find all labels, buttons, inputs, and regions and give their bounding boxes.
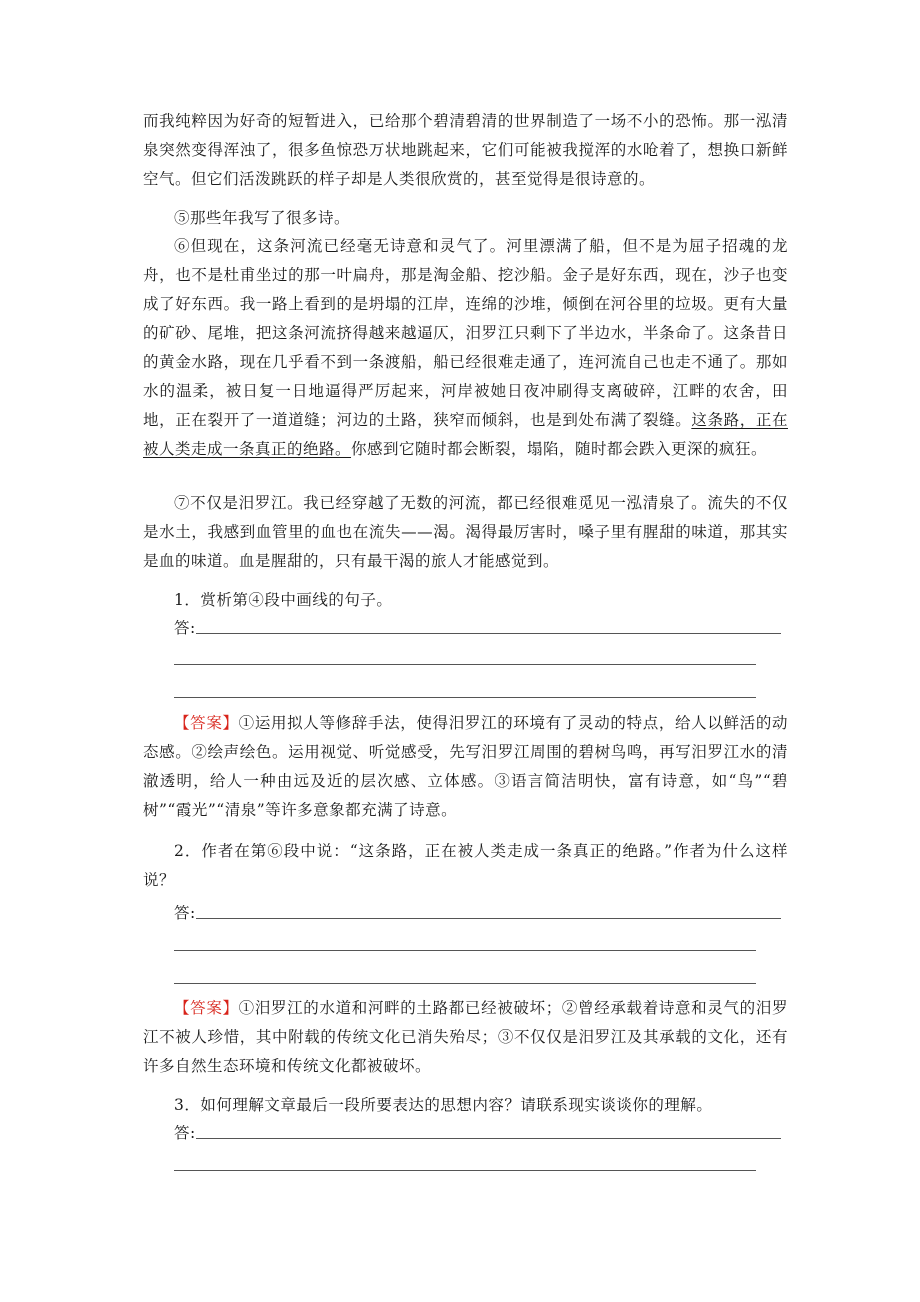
question-2-answer — [143, 994, 788, 1081]
question-2-answer-line-2[interactable] — [174, 950, 756, 951]
paragraph-6-ending: 你感到它随时都会断裂，塌陷，随时都会跌入更深的疯狂。 — [351, 440, 768, 458]
question-2-answer-line-3[interactable] — [174, 983, 756, 984]
passage-paragraph-5: ⑤那些年我写了很多诗。 — [174, 209, 351, 227]
question-1-answer-line-1[interactable] — [196, 633, 781, 634]
answer-tag: 【答案】 — [174, 999, 239, 1017]
question-3-answer-line-1[interactable] — [196, 1138, 781, 1139]
question-1-answer — [143, 709, 788, 825]
question-3-answer-line-2[interactable] — [174, 1170, 756, 1171]
passage-paragraph-4-tail: 而我纯粹因为好奇的短暂进入，已给那个碧清碧清的世界制造了一场不小的恐怖。那一泓清泉突然变得浑浊了，很多鱼惊恐万状地跳起来，它们可能被我搅浑的水呛着了，想换口新鲜空气。但它们活泼跳跃的样子却是人类很欣赏的，甚至觉得是很诗意的。 — [143, 112, 788, 188]
underlined-sentence: 这条路，正在被人类走成一条真正的绝路。 — [143, 411, 788, 458]
question-1-answer-line-2[interactable] — [174, 664, 756, 665]
question-2-answer-text: ①汨罗江的水道和河畔的土路都已经被破坏；②曾经承载着诗意和灵气的汨罗江不被人珍惜，其中附载的传统文化已消失殆尽；③不仅仅是汨罗江及其承载的文化，还有许多自然生态环境和传统文化都被破坏。 — [143, 999, 788, 1075]
question-2-answer-label: 答: — [174, 904, 196, 922]
question-1-answer-line-3[interactable] — [174, 697, 756, 698]
question-1-answer-label: 答: — [174, 619, 196, 637]
question-2-answer-line-1[interactable] — [196, 918, 781, 919]
passage-paragraph-7: ⑦不仅是汨罗江。我已经穿越了无数的河流，都已经很难觅见一泓清泉了。流失的不仅是水土，我感到血管里的血也在流失——渴。渴得最厉害时，嗓子里有腥甜的味道，那其实是血的味道。血是腥甜的，只有最干渴的旅人才能感觉到。 — [143, 494, 788, 570]
paragraph-6-text: ⑥但现在，这条河流已经毫无诗意和灵气了。河里漂满了船，但不是为屈子招魂的龙舟，也不是杜甫坐过的那一叶扁舟，那是淘金船、挖沙船。金子是好东西，现在，沙子也变成了好东西。我一路上看到的是坍塌的江岸，连绵的沙堆，倾倒在河谷里的垃圾。更有大量的矿砂、尾堆，把这条河流挤得越来越逼仄，汨罗江只剩下了半边水，半条命了。这条昔日的黄金水路，现在几乎看不到一条渡船，船已经很难走通了，连河流自己也走不通了。那如水的温柔，被日复一日地逼得严厉起来，河岸被她日夜冲刷得支离破碎，江畔的农舍，田地，正在裂开了一道道缝；河边的土路，狭窄而倾斜，也是到处布满了裂缝。 — [143, 237, 788, 429]
question-3-prompt: 3．如何理解文章最后一段所要表达的思想内容？请联系现实谈谈你的理解。 — [174, 1096, 713, 1114]
question-1-prompt: 1．赏析第④段中画线的句子。 — [174, 591, 393, 609]
question-3-answer-label: 答: — [174, 1124, 196, 1142]
question-2-prompt: 2．作者在第⑥段中说：“这条路，正在被人类走成一条真正的绝路。”作者为什么这样说？ — [143, 842, 788, 889]
answer-tag: 【答案】 — [174, 714, 239, 732]
question-1-answer-text: ①运用拟人等修辞手法，使得汨罗江的环境有了灵动的特点，给人以鲜活的动态感。②绘声绘色。运用视觉、听觉感受，先写汨罗江周围的碧树鸟鸣，再写汨罗江水的清澈透明，给人一种由远及近的层次感、立体感。③语言简洁明快，富有诗意，如“鸟”“碧树”“霞光”“清泉”等许多意象都充满了诗意。 — [143, 714, 788, 819]
passage-paragraph-6 — [143, 232, 788, 464]
